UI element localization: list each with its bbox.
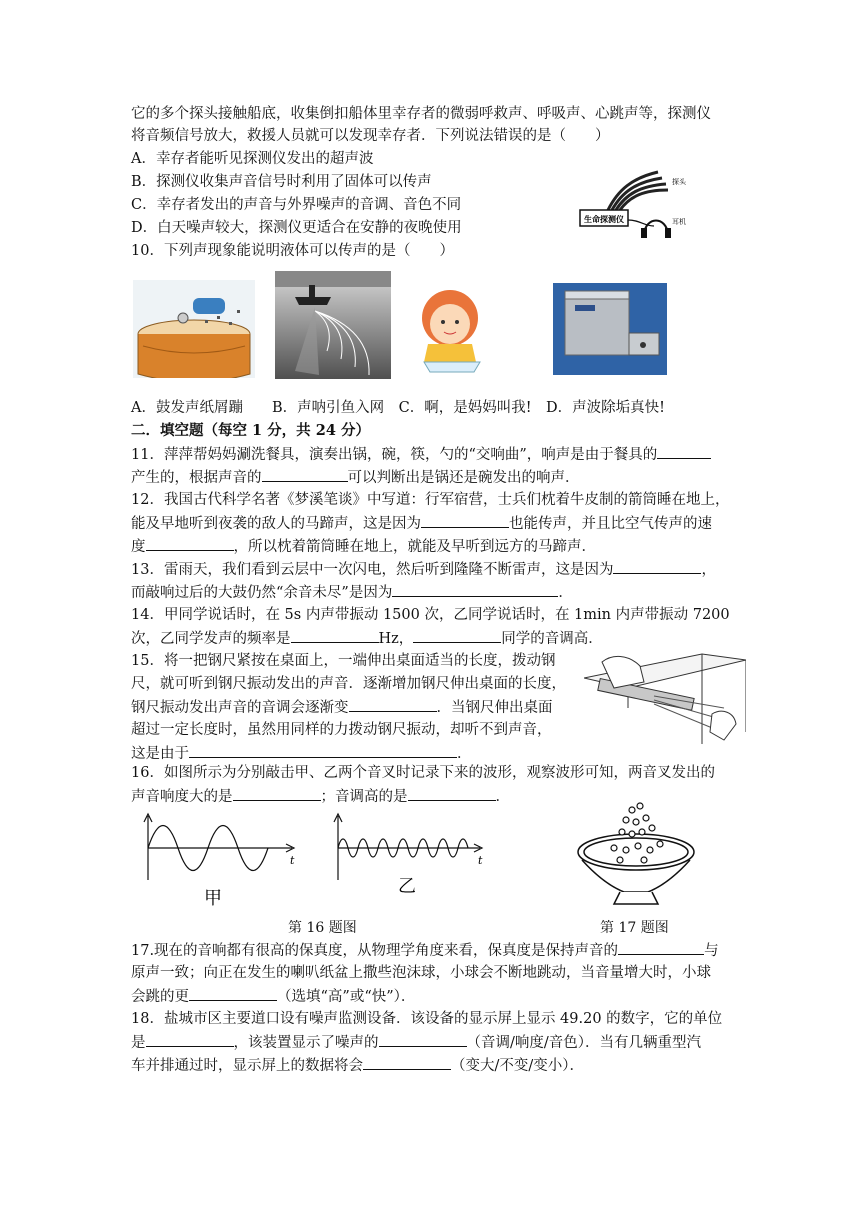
q12-line1: 12．我国古代科学名著《梦溪笔谈》中写道：行军宿营，士兵们枕着牛皮制的箭筒睡在地上， bbox=[131, 492, 730, 508]
q18-line2: 是 ，该装置显示了噪声的 （音调/响度/音色）．当有几辆重型汽 bbox=[131, 1032, 701, 1053]
q18-line1: 18．盐城市区主要道口设有噪声监测设备．该设备的显示屏上显示 49.20 的数字，它的单位 bbox=[131, 1011, 723, 1027]
q9-line2: 将音频信号放大，救援人员就可以发现幸存者．下列说法错误的是（ ） bbox=[131, 128, 610, 144]
q9-option-c: C．幸存者发出的声音与外界噪声的音调、音色不同 bbox=[131, 197, 462, 213]
q15-line4: 超过一定长度时，虽然用同样的力拨动钢尺振动，却听不到声音， bbox=[131, 722, 552, 738]
q12-line3: 度 ，所以枕着箭筒睡在地上，就能及早听到远方的马蹄声． bbox=[131, 536, 596, 557]
q15-line2: 尺，就可听到钢尺振动发出的声音．逐渐增加钢尺伸出桌面的长度， bbox=[131, 676, 566, 692]
wave-label-jia: 甲 bbox=[204, 888, 222, 908]
q10-stem: 10．下列声现象能说明液体可以传声的是（ ） bbox=[131, 243, 454, 259]
q13-line1: 13．雷雨天，我们看到云层中一次闪电，然后听到隆隆不断雷声，这是因为 ， bbox=[131, 559, 716, 580]
q17-line2: 原声一致；向正在发生的喇叭纸盆上撒些泡沫球，小球会不断地跳动，当音量增大时，小球 bbox=[131, 965, 711, 981]
q15-line3: 钢尺振动发出声音的音调会逐渐变 ．当钢尺伸出桌面 bbox=[131, 697, 553, 718]
q17-line3: 会跳的更 （选填“高”或“快”）． bbox=[131, 986, 415, 1007]
q11-line1: 11．萍萍帮妈妈涮洗餐具，演奏出锅，碗，筷，勺的“交响曲”，响声是由于餐具的 bbox=[131, 444, 711, 465]
q9-line1: 它的多个探头接触船底，收集倒扣船体里幸存者的微弱呼救声、呼吸声、心跳声等，探测仪 bbox=[131, 106, 711, 122]
axis-t-jia: t bbox=[290, 854, 295, 867]
waveform-figure bbox=[130, 810, 520, 912]
q9-option-b: B．探测仪收集声音信号时利用了固体可以传声 bbox=[131, 174, 432, 190]
girl-calling-image bbox=[414, 284, 492, 374]
q12-line2: 能及早地听到夜袭的敌人的马蹄声，这是因为 也能传声，并且比空气传声的速 bbox=[131, 513, 712, 534]
device-label: 生命探测仪 bbox=[584, 214, 624, 224]
axis-t-yi: t bbox=[478, 854, 483, 867]
q9-option-d: D．白天噪声较大，探测仪更适合在安静的夜晚使用 bbox=[131, 220, 462, 236]
q15-line5: 这是由于 ． bbox=[131, 743, 472, 764]
figure-16-caption: 第 16 题图 bbox=[288, 920, 357, 936]
q10-options: A．鼓发声纸屑蹦 B．声呐引鱼入网 C．啊，是妈妈叫我! D．声波除垢真快! bbox=[131, 400, 665, 416]
earphone-label: 耳机 bbox=[672, 218, 686, 226]
q9-option-a: A．幸存者能听见探测仪发出的超声波 bbox=[131, 151, 374, 167]
wave-label-yi: 乙 bbox=[398, 876, 416, 896]
ruler-desk-figure bbox=[584, 648, 746, 744]
section-title: 二．填空题（每空 1 分，共 24 分） bbox=[131, 422, 370, 439]
ultrasonic-cleaner-image bbox=[553, 283, 667, 375]
q16-line1: 16．如图所示为分别敲击甲、乙两个音叉时记录下来的波形，观察波形可知，两音叉发出的 bbox=[131, 765, 715, 781]
q13-line2: 而敲响过后的大鼓仍然“余音未尽”是因为 ． bbox=[131, 582, 573, 603]
q14-line2: 次，乙同学发声的频率是 Hz， 同学的音调高． bbox=[131, 628, 603, 649]
q15-line1: 15．将一把钢尺紧按在桌面上，一端伸出桌面适当的长度，拨动钢 bbox=[131, 653, 556, 669]
sonar-fishing-image bbox=[275, 271, 391, 379]
q14-line1: 14．甲同学说话时，在 5s 内声带振动 1500 次，乙同学说话时，在 1min 内声带振动 7200 bbox=[131, 607, 730, 623]
q16-line2: 声音响度大的是 ；音调高的是 ． bbox=[131, 786, 510, 807]
speaker-foam-figure bbox=[574, 800, 698, 910]
life-detector-figure bbox=[574, 164, 694, 242]
probe-label: 探头 bbox=[672, 178, 686, 186]
q11-line2: 产生的，根据声音的 可以判断出是锅还是碗发出的响声． bbox=[131, 467, 580, 488]
figure-17-caption: 第 17 题图 bbox=[600, 920, 669, 936]
q18-line3: 车并排通过时，显示屏上的数据将会 （变大/不变/变小）． bbox=[131, 1055, 584, 1076]
q17-line1: 17.现在的音响都有很高的保真度，从物理学角度来看，保真度是保持声音的 与 bbox=[131, 940, 719, 961]
drum-paper-image bbox=[133, 280, 255, 378]
